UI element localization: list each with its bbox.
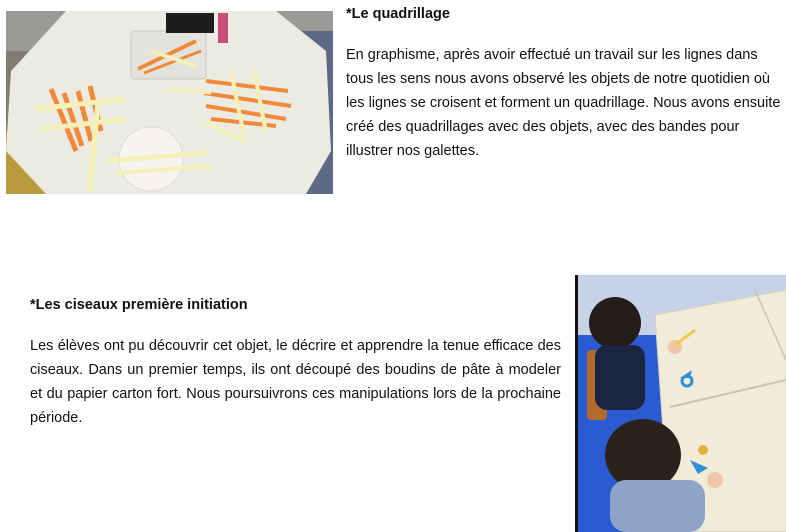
ciseaux-photo: [575, 275, 786, 532]
section-title-ciseaux: *Les ciseaux première initiation: [30, 297, 248, 313]
section-paragraph-ciseaux: Les élèves ont pu découvrir cet objet, le décrire et apprendre la tenue efficace des ciseaux. Dans un premier temps, ils ont découpé des boudins de pâte à modeler et du papier carton fort. Nous poursuivrons ces manipulations lors de la prochaine période.: [30, 338, 561, 426]
section-paragraph-quadrillage: En graphisme, après avoir effectué un travail sur les lignes dans tous les sens nous avons observé les objets de notre quotidien où les lignes se croisent et forment un quadrillage. Nous avons ensuite créé des quadrillages avec des objets, avec des bandes pour illustrer nos galettes.: [346, 47, 781, 159]
quadrillage-photo: [6, 11, 333, 194]
section-title-quadrillage: *Le quadrillage: [346, 6, 450, 22]
